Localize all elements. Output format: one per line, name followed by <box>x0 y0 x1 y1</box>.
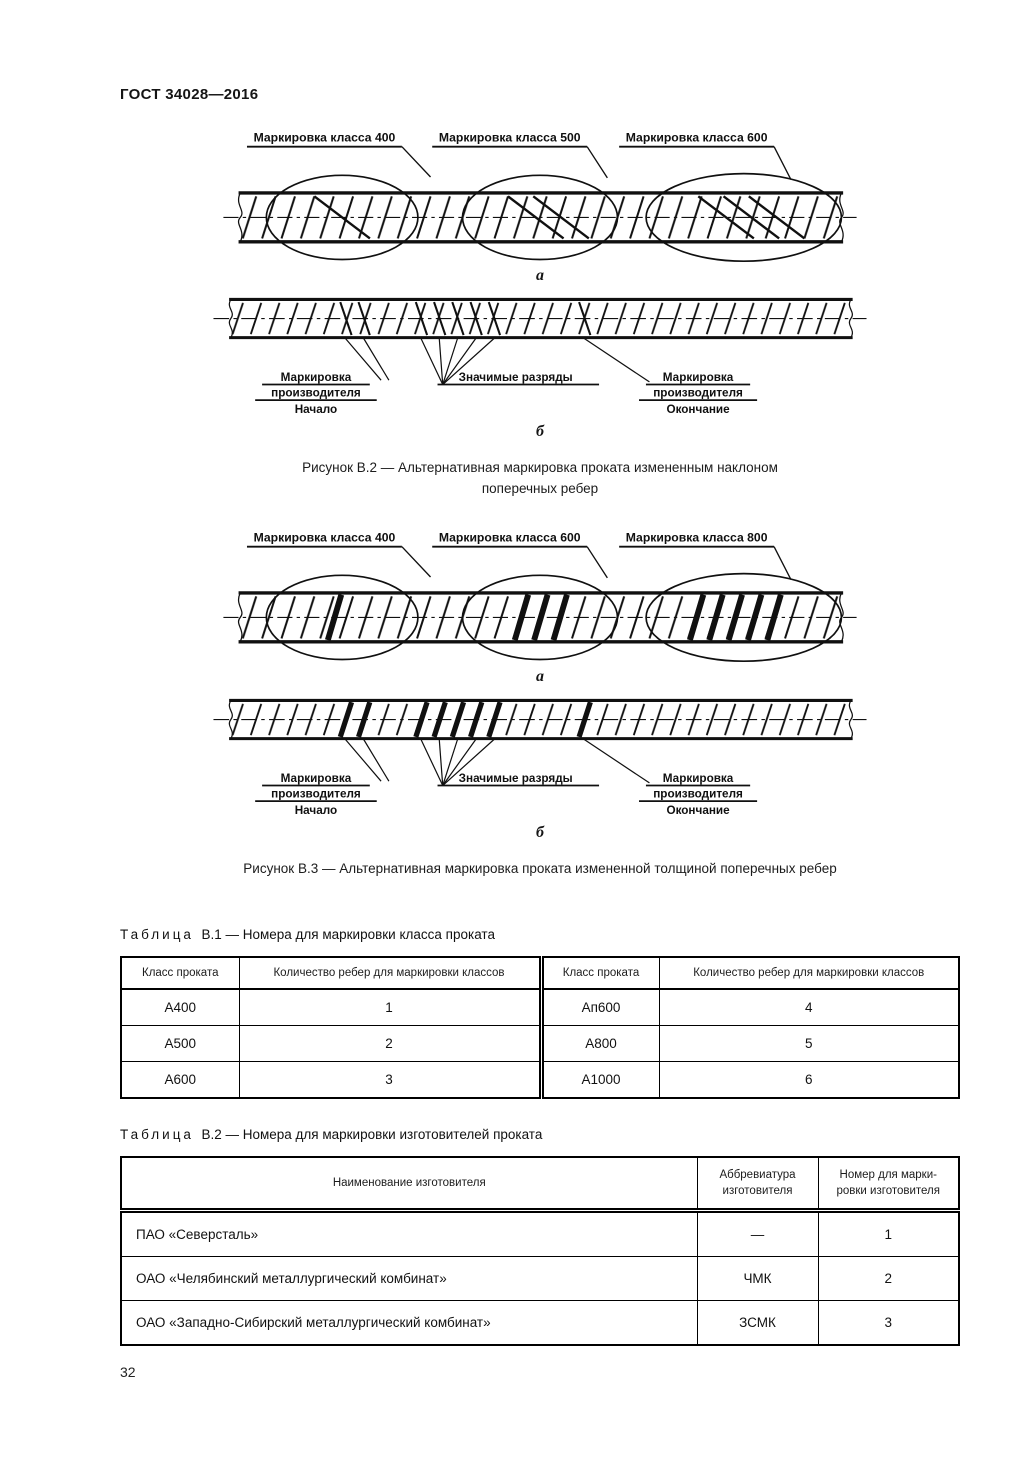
figure-b3 <box>120 529 960 878</box>
svg-text:производителя: производителя <box>653 387 743 401</box>
svg-text:Значимые разряды: Значимые разряды <box>458 771 573 785</box>
class-400-callout-label <box>247 531 431 577</box>
part-b-letter: б <box>536 423 544 441</box>
svg-text:Маркировка класса 400: Маркировка класса 400 <box>253 130 396 145</box>
cell: 1 <box>239 989 541 1026</box>
header-cell: Аббревиатура изготовителя <box>697 1157 818 1211</box>
class-400-callout-label <box>247 131 431 177</box>
cell: 1 <box>818 1210 959 1256</box>
manufacturer-end-label <box>639 772 757 817</box>
table-row <box>121 1061 959 1098</box>
cell: А600 <box>121 1061 239 1098</box>
cell: ЧМК <box>697 1256 818 1300</box>
table-b1 <box>120 956 960 1099</box>
table-row <box>121 1025 959 1061</box>
header-cell: Класс проката <box>541 957 659 989</box>
cell: 2 <box>239 1025 541 1061</box>
cell: А800 <box>541 1025 659 1061</box>
table-b2-title: Таблица В.2 — Номера для маркировки изготовителей проката <box>120 1126 543 1142</box>
svg-text:Начало: Начало <box>294 803 338 817</box>
svg-text:производителя: производителя <box>271 787 361 801</box>
table-b1-section <box>120 927 960 1099</box>
manufacturer-start-label <box>255 772 377 817</box>
svg-text:производителя: производителя <box>271 387 361 401</box>
svg-text:Маркировка класса 800: Маркировка класса 800 <box>625 531 768 546</box>
figure-b2-caption: Рисунок В.2 — Альтернативная маркировка проката измененным наклоном поперечных ребер <box>302 460 778 497</box>
svg-text:Начало: Начало <box>294 403 338 417</box>
svg-text:Маркировка: Маркировка <box>662 771 734 785</box>
class-600-callout-label <box>619 131 791 180</box>
part-a-letter: а <box>536 267 544 285</box>
manufacturer-start-label <box>255 371 377 416</box>
cell: 4 <box>659 989 959 1026</box>
cell: 3 <box>239 1061 541 1098</box>
header-cell: Номер для марки- ровки изготовителя <box>818 1157 959 1211</box>
header-cell: Наименование изготовителя <box>121 1157 697 1211</box>
rebar-bar <box>213 300 866 338</box>
table-row <box>121 1210 959 1256</box>
significant-digits-label <box>438 371 600 384</box>
cell: ОАО «Челябинский металлургический комбинат» <box>121 1256 697 1300</box>
cell: А400 <box>121 989 239 1026</box>
figure-b2 <box>120 129 960 499</box>
svg-text:Маркировка: Маркировка <box>662 371 734 385</box>
part-a-letter: а <box>536 667 544 685</box>
table-row <box>121 1157 959 1211</box>
significant-digits-label <box>438 772 600 785</box>
cell: 5 <box>659 1025 959 1061</box>
rebar-bar <box>213 700 866 738</box>
cell: Ап600 <box>541 989 659 1026</box>
cell: — <box>697 1210 818 1256</box>
svg-text:Окончание: Окончание <box>666 803 730 817</box>
document-number: ГОСТ 34028—2016 <box>120 86 259 103</box>
svg-text:производителя: производителя <box>653 787 743 801</box>
svg-text:Маркировка класса 600: Маркировка класса 600 <box>438 531 581 546</box>
class-600-callout-label <box>432 531 607 578</box>
table-b2-section <box>120 1127 960 1346</box>
figure-b2-part-b-drawing <box>210 289 870 421</box>
cell: ОАО «Западно-Сибирский металлургический комбинат» <box>121 1300 697 1345</box>
manufacturer-end-label <box>639 371 757 416</box>
table-row <box>121 1256 959 1300</box>
cell: ПАО «Северсталь» <box>121 1210 697 1256</box>
cell: А1000 <box>541 1061 659 1098</box>
table-row <box>121 957 959 989</box>
svg-text:Маркировка: Маркировка <box>280 771 352 785</box>
table-row <box>121 1300 959 1345</box>
svg-text:Маркировка класса 400: Маркировка класса 400 <box>253 531 396 546</box>
cell: 2 <box>818 1256 959 1300</box>
cell: 6 <box>659 1061 959 1098</box>
cell: 3 <box>818 1300 959 1345</box>
class-500-callout-label <box>432 131 607 178</box>
table-row <box>121 989 959 1026</box>
figure-b2-part-a-drawing <box>220 129 860 265</box>
figure-b3-part-a-drawing <box>220 529 860 665</box>
cell: А500 <box>121 1025 239 1061</box>
figure-b3-caption: Рисунок В.3 — Альтернативная маркировка проката измененной толщиной поперечных ребер <box>243 860 837 876</box>
svg-text:Маркировка класса 500: Маркировка класса 500 <box>438 130 581 145</box>
svg-text:Окончание: Окончание <box>666 403 730 417</box>
class-800-callout-label <box>619 531 791 580</box>
table-b1-title: Таблица В.1 — Номера для маркировки класса проката <box>120 926 495 942</box>
header-cell: Количество ребер для маркировки классов <box>659 957 959 989</box>
header-cell: Класс проката <box>121 957 239 989</box>
cell: ЗСМК <box>697 1300 818 1345</box>
svg-text:Маркировка: Маркировка <box>280 371 352 385</box>
svg-text:Маркировка класса 600: Маркировка класса 600 <box>625 130 768 145</box>
table-b2 <box>120 1156 960 1346</box>
header-cell: Количество ребер для маркировки классов <box>239 957 541 989</box>
figure-b3-part-b-drawing <box>210 690 870 822</box>
part-b-letter: б <box>536 823 544 841</box>
page-number: 32 <box>120 1363 136 1380</box>
svg-text:Значимые разряды: Значимые разряды <box>458 371 573 385</box>
